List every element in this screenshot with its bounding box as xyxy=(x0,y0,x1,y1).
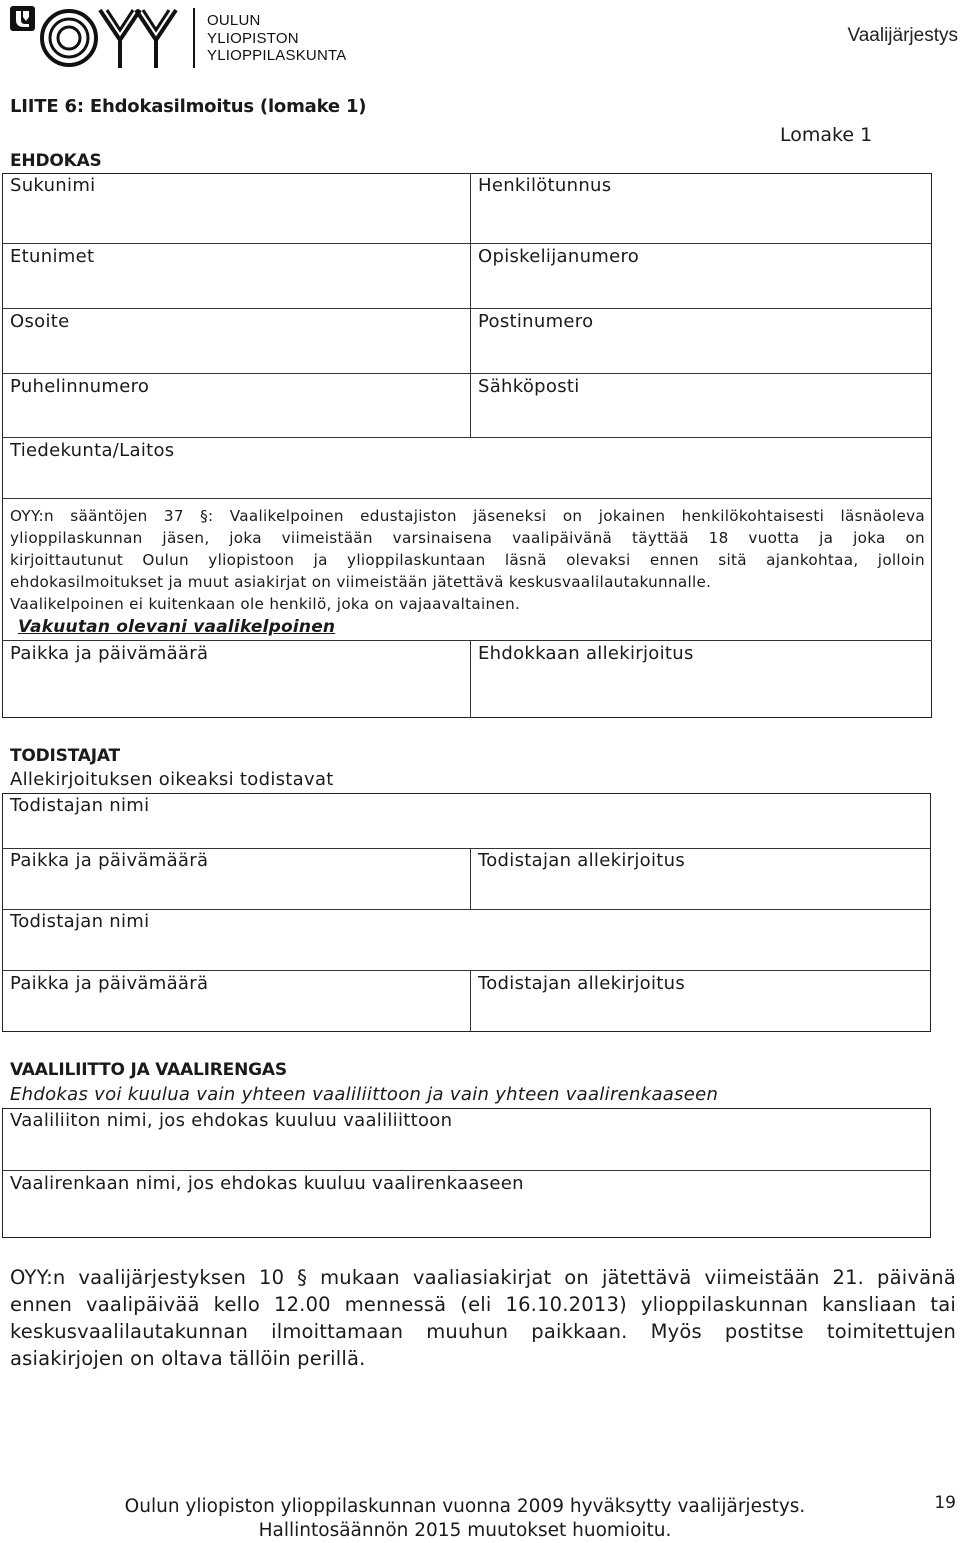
email-field[interactable]: Sähköposti xyxy=(478,376,580,397)
form-label: Lomake 1 xyxy=(780,124,873,146)
form-column-divider xyxy=(470,848,471,909)
logo-text-line: OULUN xyxy=(207,12,261,29)
alliance-name-field[interactable]: Vaaliliiton nimi, jos ehdokas kuuluu vaaliliittoon xyxy=(10,1110,453,1131)
alliance-section-title: VAALILIITTO JA VAALIRENGAS xyxy=(10,1060,287,1080)
page-number: 19 xyxy=(934,1493,956,1513)
eligibility-line: OYY:n sääntöjen 37 §: Vaalikelpoinen edustajiston jäseneksi on jokainen henkilökohtaisesti läsnäoleva xyxy=(10,507,925,525)
document-header-title: Vaalijärjestys xyxy=(847,25,958,46)
address-field[interactable]: Osoite xyxy=(10,311,70,332)
logo-emblem xyxy=(10,6,35,31)
form-column-divider xyxy=(470,640,471,718)
footer-line-2: Hallintosäännön 2015 muutokset huomioitu. xyxy=(258,1520,672,1541)
form-column-divider xyxy=(470,173,471,437)
eligibility-line: Vaalikelpoinen ei kuitenkaan ole henkilö, joka on vajaavaltainen. xyxy=(10,595,521,613)
form-divider xyxy=(2,437,932,438)
personal-id-field[interactable]: Henkilötunnus xyxy=(478,175,612,196)
form-divider xyxy=(2,498,932,499)
alliance-note: Ehdokas voi kuulua vain yhteen vaaliliittoon ja vain yhteen vaalirenkaaseen xyxy=(10,1084,719,1105)
form-divider xyxy=(2,308,932,309)
witness-1-name-field[interactable]: Todistajan nimi xyxy=(10,795,150,816)
oyy-logo-wordmark xyxy=(40,6,182,74)
witnesses-subtitle: Allekirjoituksen oikeaksi todistavat xyxy=(10,769,334,790)
eligibility-declaration: Vakuutan olevani vaalikelpoinen xyxy=(18,617,336,637)
deadline-line: OYY:n vaalijärjestyksen 10 § mukaan vaaliasiakirjat on jätettävä viimeistään 21. päivänä xyxy=(10,1266,956,1289)
witness-1-place-date-field[interactable]: Paikka ja päivämäärä xyxy=(10,850,209,871)
form-divider xyxy=(2,640,932,641)
logo-text xyxy=(207,12,346,65)
footer-line-1: Oulun yliopiston ylioppilaskunnan vuonna 2009 hyväksytty vaalijärjestys. xyxy=(124,1496,806,1517)
candidate-signature-field[interactable]: Ehdokkaan allekirjoitus xyxy=(478,643,694,664)
faculty-field[interactable]: Tiedekunta/Laitos xyxy=(10,440,175,461)
eligibility-text xyxy=(10,505,925,615)
form-divider xyxy=(2,373,932,374)
eligibility-line: ylioppilaskunnan jäsen, joka viimeistään varsinaisena vaalipäivänä täyttää 18 vuotta ja joka on xyxy=(10,529,925,547)
first-names-field[interactable]: Etunimet xyxy=(10,246,95,267)
attachment-title: LIITE 6: Ehdokasilmoitus (lomake 1) xyxy=(10,96,367,117)
logo-text-line: YLIOPPILASKUNTA xyxy=(207,47,347,64)
ring-name-field[interactable]: Vaalirenkaan nimi, jos ehdokas kuuluu vaalirenkaaseen xyxy=(10,1173,524,1194)
deadline-line: ennen vaalipäivää kello 12.00 mennessä (eli 16.10.2013) ylioppilaskunnan kansliaan tai xyxy=(10,1293,956,1316)
place-date-field[interactable]: Paikka ja päivämäärä xyxy=(10,643,209,664)
witnesses-section-title: TODISTAJAT xyxy=(10,746,120,766)
deadline-paragraph xyxy=(10,1264,956,1372)
logo-divider xyxy=(193,8,195,68)
eligibility-line: kirjoittautunut Oulun yliopistoon ja ylioppilaskuntaan läsnä olevaksi ennen sitä ajankohtaa, jolloin xyxy=(10,551,925,569)
form-divider xyxy=(2,1170,931,1171)
form-column-divider xyxy=(470,970,471,1032)
witness-1-signature-field[interactable]: Todistajan allekirjoitus xyxy=(478,850,685,871)
eligibility-line: ehdokasilmoitukset ja muut asiakirjat on viimeistään jätettävä keskusvaalilautakunnalle. xyxy=(10,573,712,591)
form-divider xyxy=(2,970,931,971)
witness-2-place-date-field[interactable]: Paikka ja päivämäärä xyxy=(10,973,209,994)
form-divider xyxy=(2,243,932,244)
witness-2-name-field[interactable]: Todistajan nimi xyxy=(10,911,150,932)
surname-field[interactable]: Sukunimi xyxy=(10,175,96,196)
deadline-line: asiakirjojen on oltava tällöin perillä. xyxy=(10,1347,366,1370)
deadline-line: keskusvaalilautakunnan ilmoittamaan muuhun paikkaan. Myös postitse toimitettujen xyxy=(10,1320,956,1343)
candidate-section-title: EHDOKAS xyxy=(10,151,102,171)
phone-field[interactable]: Puhelinnumero xyxy=(10,376,150,397)
logo-text-line: YLIOPISTON xyxy=(207,29,299,47)
witness-2-signature-field[interactable]: Todistajan allekirjoitus xyxy=(478,973,685,994)
form-divider xyxy=(2,848,931,849)
postal-code-field[interactable]: Postinumero xyxy=(478,311,594,332)
form-divider xyxy=(2,909,931,910)
student-number-field[interactable]: Opiskelijanumero xyxy=(478,246,640,267)
